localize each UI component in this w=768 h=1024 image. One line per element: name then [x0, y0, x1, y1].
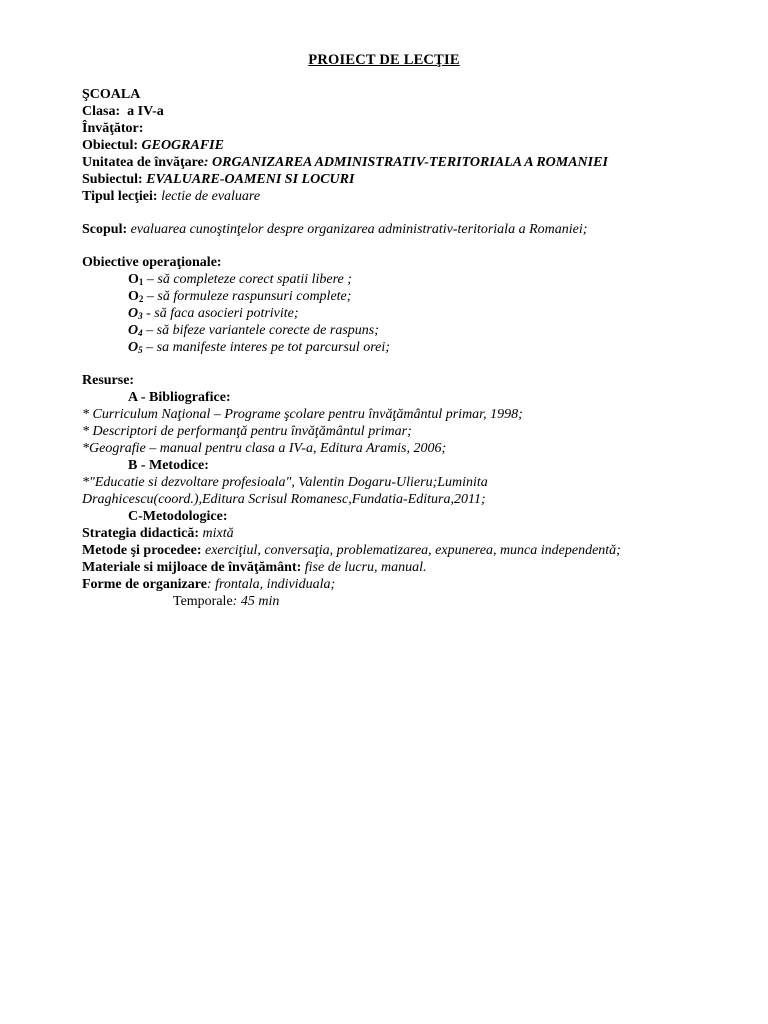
methods-label: Metode şi procedee:: [82, 543, 202, 558]
objective-index: 1: [138, 277, 144, 287]
unit-line: [82, 154, 608, 171]
class-line: [82, 103, 164, 120]
class-value: a IV-a: [127, 104, 164, 119]
objectives-heading: Obiective operaţionale:: [82, 255, 222, 270]
methodic-reference-line: Draghicescu(coord.),Editura Scrisul Romanesc,Fundatia-Editura,2011;: [82, 492, 486, 507]
scope-value: evaluarea cunoştinţelor despre organizarea administrativ-teritoriala a Romaniei;: [130, 222, 588, 237]
topic-value: EVALUARE-OAMENI SI LOCURI: [146, 172, 355, 187]
objective-index: 3: [138, 311, 143, 321]
objective-text: – sa manifeste interes pe tot parcursul orei;: [142, 340, 390, 355]
subject-label: Obiectul:: [82, 138, 138, 153]
class-label: Clasa:: [82, 104, 121, 119]
forms-value: : frontala, individuala;: [206, 577, 336, 592]
forms-line: [82, 576, 335, 593]
objective-text: - să faca asocieri potrivite;: [142, 306, 299, 321]
methodic-reference-line: *"Educatie si dezvoltare profesioala", Valentin Dogaru-Ulieru;Luminita: [82, 475, 488, 490]
methodological-heading: C-Metodologice:: [128, 509, 228, 524]
lesson-type-label: Tipul lecţiei:: [82, 189, 158, 204]
objective-code: O: [128, 340, 139, 355]
scope-label: Scopul:: [82, 222, 128, 237]
lesson-type-line: [82, 188, 260, 205]
forms-label: Forme de organizare: [82, 577, 207, 592]
methods-line: [82, 542, 621, 559]
topic-label: Subiectul:: [82, 172, 143, 187]
objective-item: [128, 339, 390, 356]
strategy-value: mixtă: [202, 526, 234, 541]
unit-value: : ORGANIZAREA ADMINISTRATIV-TERITORIALA A ROMANIEI: [203, 155, 608, 170]
school-label: ŞCOALA: [82, 87, 141, 102]
lesson-type-value: lectie de evaluare: [161, 189, 261, 204]
strategy-label: Strategia didactică:: [82, 526, 200, 541]
bibliographic-heading: A - Bibliografice:: [128, 390, 231, 405]
scope-line: [82, 221, 587, 238]
resources-heading: Resurse:: [82, 373, 135, 388]
objective-text: – să completeze corect spatii libere ;: [143, 272, 352, 287]
methodic-heading: B - Metodice:: [128, 458, 209, 473]
objective-item: [128, 271, 352, 288]
subject-value: GEOGRAFIE: [141, 138, 224, 153]
bibliography-item: * Curriculum Naţional – Programe şcolare pentru învăţământul primar, 1998;: [82, 407, 523, 422]
objective-text: – să formuleze raspunsuri complete;: [143, 289, 352, 304]
strategy-line: [82, 525, 234, 542]
objective-item: [128, 288, 351, 305]
objective-code: O: [128, 323, 139, 338]
materials-value: fise de lucru, manual.: [304, 560, 427, 575]
materials-label: Materiale si mijloace de învăţământ:: [82, 560, 302, 575]
unit-label: Unitatea de învăţare: [82, 155, 204, 170]
methods-value: exerciţiul, conversaţia, problematizarea, expunerea, munca independentă;: [204, 543, 621, 558]
objective-code: O: [128, 272, 139, 287]
subject-line: [82, 137, 224, 154]
time-value: : 45 min: [232, 594, 280, 609]
school-line: [82, 86, 140, 103]
time-line: [173, 593, 279, 610]
time-label: Temporale: [173, 594, 233, 609]
teacher-label: Învăţător:: [82, 121, 144, 136]
materials-line: [82, 559, 427, 576]
document-title: PROIECT DE LECŢIE: [308, 52, 460, 68]
teacher-line: [82, 120, 143, 137]
bibliography-item: * Descriptori de performanţă pentru învăţământul primar;: [82, 424, 412, 439]
topic-line: [82, 171, 354, 188]
objective-index: 2: [138, 294, 144, 304]
objective-index: 5: [138, 345, 143, 355]
objective-text: – să bifeze variantele corecte de raspuns;: [142, 323, 379, 338]
objective-code: O: [128, 306, 139, 321]
objective-item: [128, 322, 379, 339]
bibliography-item: *Geografie – manual pentru clasa a IV-a, Editura Aramis, 2006;: [82, 441, 447, 456]
objective-index: 4: [138, 328, 143, 338]
objective-item: [128, 305, 299, 322]
objective-code: O: [128, 289, 139, 304]
